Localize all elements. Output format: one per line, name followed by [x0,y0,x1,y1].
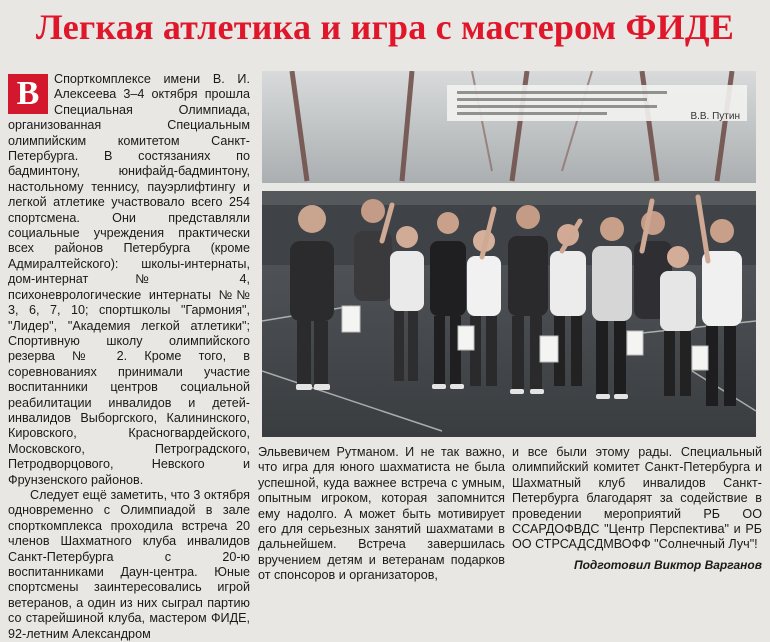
article-paragraph-2: Следует ещё заметить, что 3 октября одновременно с Олимпиадой в зале спорткомплекса проходила встреча 20 членов Шахматного клуба инвалидов Санкт-Петербурга с 20-ю воспитанниками Даун-центра. Юные спортсмены заинтересовались игрой ветеранов, а один из них сыграл партию со старейшиной клуба, мастером ФИДЕ, 92-летним Александром [8,487,250,641]
article-paragraph-1: Спорткомплексе имени В. И. Алексеева 3–4 октября прошла Специальная Олимпиада, организованная Специальным олимпийским комитетом Санкт-Петербурга. В состязаниях по бадминтону, юнифайд-бадминтону, настольному теннису, пауэрлифтингу и легкой атлетике участвовало всего 254 спортсмена. Они представляли социальные учреждения практически всех районов Петербурга (кроме Адмиралтейского): школы-интернаты, дом-интернат № 4, психоневрологические интернаты №№ 3, 6, 7, 10; спортшколы "Гармония", "Лидер", "Академия легкой атлетики"; Спортивную школу олимпийского резерва № 2. Кроме того, в соревнованиях принимали участие воспитанники центров социальной реабилитации инвалидов и детей-инвалидов Выборгского, Калининского, Кировского, Красногвардейского, Московского, Петроградского, Петродворцового, Невского и Фрунзенского районов. [8,72,250,487]
event-photo [262,71,756,437]
drop-cap: В [8,74,48,114]
article-column-left [8,72,250,642]
article-byline: Подготовил Виктор Варганов [573,557,762,572]
article-column-right [512,445,762,573]
article-column-middle [258,445,505,584]
banner-signature: В.В. Путин [690,111,740,122]
article-paragraph-4: и все были этому рады. Специальный олимпийский комитет Санкт-Петербурга и Шахматный клуб инвалидов Санкт-Петербурга благодарят за содействие в проведении мероприятий РБ ОО ССАРДОФВДС "Центр Перспектива" и РБ ОО СТРСАДСДМВОФФ "Солнечный Луч"! [512,445,762,552]
event-photo-illustration [262,71,756,437]
article-headline: Легкая атлетика и игра с мастером ФИДЕ [35,7,735,47]
article-paragraph-3: Эльвевичем Рутманом. И не так важно, что игра для юного шахматиста не была успешной, куда важнее встреча с умным, опытным игроком, которая запомнится ему надолго. А может быть мотивирует его для серьезных занятий шахматами в дальнейшем. Встреча завершилась вручением детям и ветеранам подарков от спонсоров и организаторов, [258,445,505,583]
